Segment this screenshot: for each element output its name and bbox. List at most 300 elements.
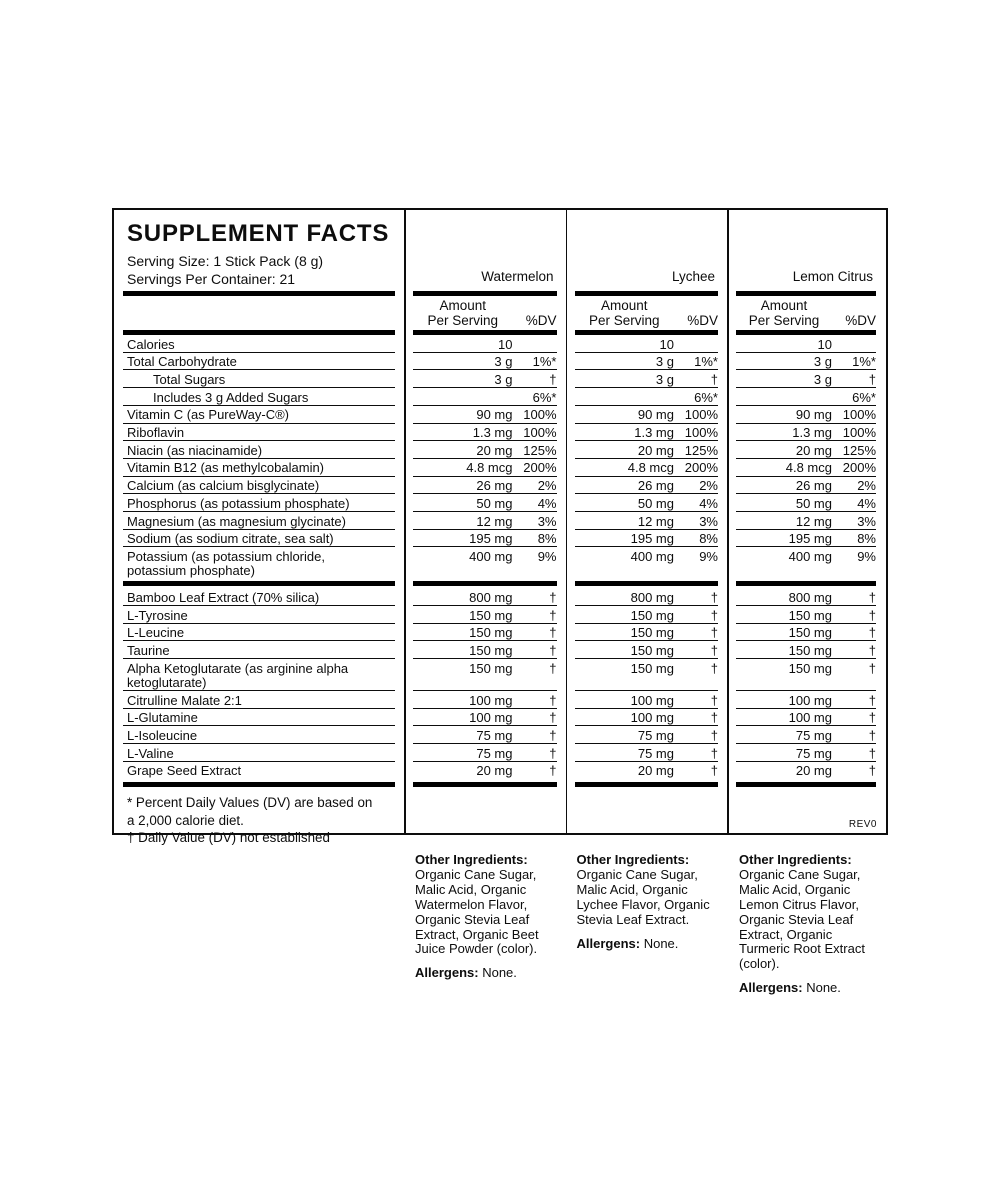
fact-row-value-cell: [727, 459, 885, 477]
blend-rows-section: [114, 588, 886, 779]
percent-dv: †: [549, 763, 557, 779]
percent-dv: †: [549, 625, 557, 641]
fact-row: [114, 494, 886, 512]
percent-dv: 2%: [857, 478, 876, 494]
allergens-line: [739, 981, 872, 996]
fact-row: [114, 335, 886, 353]
fact-row: [114, 477, 886, 495]
allergens-value: None.: [806, 980, 841, 996]
column-divider: [566, 210, 568, 833]
fact-row-label: Potassium (as potassium chloride, potassium phosphate): [127, 548, 325, 579]
percent-dv-header: %DV: [525, 313, 557, 328]
fact-row-label-cell: [114, 459, 404, 477]
percent-dv: †: [549, 710, 557, 726]
fact-row: [114, 353, 886, 371]
amount-per-serving: 150 mg: [469, 607, 513, 623]
fact-row-value-cell: [727, 709, 885, 727]
percent-dv: 100%: [842, 425, 876, 441]
fact-row: [114, 762, 886, 780]
percent-dv: 3%: [857, 513, 876, 529]
fact-row-label-cell: [114, 353, 404, 371]
supplement-facts-panel: [112, 208, 888, 846]
percent-dv: 9%: [857, 548, 876, 564]
facts-title-cell: [114, 210, 404, 290]
fact-row-label: Riboflavin: [127, 425, 185, 441]
amount-per-serving: 75 mg: [637, 745, 674, 761]
fact-row-label: Total Sugars: [153, 371, 226, 387]
percent-dv: 4%: [857, 495, 876, 511]
amount-per-serving: 150 mg: [469, 660, 513, 676]
fact-row-value-cell: [566, 606, 728, 624]
percent-dv: 9%: [699, 548, 718, 564]
amount-per-serving: 195 mg: [788, 531, 832, 547]
percent-dv: 4%: [537, 495, 557, 511]
fact-row-value-cell: [566, 335, 728, 353]
fact-row-label-cell: [114, 441, 404, 459]
amount-per-serving: 75 mg: [795, 727, 832, 743]
fact-row-value-cell: [727, 530, 885, 548]
serving-size: Serving Size: 1 Stick Pack (8 g): [127, 253, 324, 269]
fact-row-label: Includes 3 g Added Sugars: [153, 389, 309, 405]
footnote-dagger: † Daily Value (DV) not established: [127, 830, 330, 846]
fact-row: [114, 659, 886, 691]
fact-row: [114, 709, 886, 727]
amount-per-serving: 400 mg: [788, 548, 832, 564]
fact-row-value-cell: [727, 353, 885, 371]
amount-per-serving: 10: [817, 336, 832, 352]
amount-per-serving: 3 g: [655, 354, 674, 370]
allergens-label: Allergens:: [739, 980, 803, 996]
percent-dv: †: [868, 625, 876, 641]
fact-row-label: Vitamin C (as PureWay-C®): [127, 407, 289, 423]
fact-row: [114, 441, 886, 459]
fact-row-value-cell: [566, 530, 728, 548]
fact-row-value-cell: [566, 709, 728, 727]
fact-row-value-cell: [566, 744, 728, 762]
column-divider: [727, 210, 729, 833]
other-ingredients-body: Organic Cane Sugar, Malic Acid, Organic Watermelon Flavor, Organic Stevia Leaf Extract, Organic Beet Juice Powder (color).: [415, 866, 539, 957]
amount-per-serving: 1.3 mg: [792, 425, 832, 441]
fact-row: [114, 370, 886, 388]
percent-dv: †: [710, 607, 718, 623]
amount-per-serving: 20 mg: [476, 763, 513, 779]
amount-per-serving: 12 mg: [795, 513, 832, 529]
fact-row-label: Bamboo Leaf Extract (70% silica): [127, 589, 320, 605]
fact-row-value-cell: [727, 370, 885, 388]
fact-row-label: Total Carbohydrate: [127, 354, 237, 370]
amount-per-serving: 1.3 mg: [472, 425, 513, 441]
fact-row-value-cell: [404, 388, 566, 406]
amount-per-serving: 50 mg: [476, 495, 513, 511]
fact-row-value-cell: [727, 494, 885, 512]
amount-per-serving: 20 mg: [795, 763, 832, 779]
fact-row: [114, 530, 886, 548]
amount-per-serving: 75 mg: [476, 727, 513, 743]
fact-row-value-cell: [566, 726, 728, 744]
fact-row-label-cell: [114, 424, 404, 442]
fact-row-value-cell: [566, 370, 728, 388]
fact-row-value-cell: [404, 744, 566, 762]
section-divider-bar: [114, 779, 886, 789]
percent-dv: 200%: [842, 460, 876, 476]
column-divider: [404, 210, 406, 833]
fact-row-value-cell: [566, 494, 728, 512]
fact-row-label-cell: [114, 406, 404, 424]
percent-dv: 4%: [699, 495, 718, 511]
fact-row-label: Taurine: [127, 642, 170, 658]
percent-dv: 100%: [523, 425, 557, 441]
amount-per-serving: 1.3 mg: [634, 425, 674, 441]
fact-row-label: Calories: [127, 336, 175, 352]
fact-row-label: Citrulline Malate 2:1: [127, 692, 242, 708]
fact-row-value-cell: [404, 370, 566, 388]
amount-header: Amount: [600, 298, 648, 313]
fact-row-value-cell: [727, 726, 885, 744]
fact-row-value-cell: [727, 659, 885, 691]
percent-dv: †: [549, 589, 557, 605]
percent-dv: 100%: [684, 425, 718, 441]
fact-row-value-cell: [566, 641, 728, 659]
amount-header: Amount: [439, 298, 487, 313]
fact-row-value-cell: [727, 335, 885, 353]
fact-row: [114, 691, 886, 709]
percent-dv: †: [549, 642, 557, 658]
fact-row: [114, 388, 886, 406]
percent-dv: 100%: [523, 407, 557, 423]
footnote-percent-dv: * Percent Daily Values (DV) are based on a 2,000 calorie diet.: [127, 795, 373, 828]
percent-dv: †: [868, 607, 876, 623]
amount-per-serving: 4.8 mcg: [785, 460, 832, 476]
fact-row-value-cell: [404, 353, 566, 371]
percent-dv: †: [710, 589, 718, 605]
fact-row-label: Sodium (as sodium citrate, sea salt): [127, 531, 334, 547]
fact-row-label-cell: [114, 762, 404, 780]
fact-row-value-cell: [404, 709, 566, 727]
fact-row-label-cell: [114, 659, 404, 691]
fact-row-value-cell: [404, 335, 566, 353]
fact-row-label-cell: [114, 606, 404, 624]
fact-row-value-cell: [727, 424, 885, 442]
amount-per-serving: 90 mg: [476, 407, 513, 423]
amount-per-serving: 400 mg: [630, 548, 674, 564]
percent-dv: †: [710, 710, 718, 726]
amount-per-serving: 3 g: [494, 371, 513, 387]
percent-dv: †: [868, 763, 876, 779]
fact-row-label-cell: [114, 335, 404, 353]
per-serving-header: Per Serving: [748, 313, 820, 328]
allergens-line: [577, 937, 714, 952]
percent-dv: 200%: [523, 460, 557, 476]
percent-dv: 8%: [857, 531, 876, 547]
fact-row: [114, 588, 886, 606]
percent-dv-header: %DV: [687, 313, 718, 328]
fact-row: [114, 624, 886, 642]
amount-per-serving: 100 mg: [788, 710, 832, 726]
fact-row-label: L-Tyrosine: [127, 607, 188, 623]
fact-row-value-cell: [566, 691, 728, 709]
fact-row-value-cell: [566, 388, 728, 406]
footnote-row: [114, 789, 886, 847]
percent-dv: 8%: [537, 531, 557, 547]
amount-per-serving: 150 mg: [469, 642, 513, 658]
percent-dv: †: [710, 745, 718, 761]
fact-row-value-cell: [404, 659, 566, 691]
facts-header-row: [114, 210, 886, 290]
amount-per-serving: 150 mg: [788, 625, 832, 641]
fact-row: [114, 606, 886, 624]
percent-dv: 2%: [537, 478, 557, 494]
allergens-label: Allergens:: [415, 965, 479, 981]
allergens-value: None.: [643, 935, 679, 951]
fact-row-value-cell: [404, 726, 566, 744]
percent-dv: 125%: [523, 442, 557, 458]
percent-dv: 6%*: [532, 389, 557, 405]
allergens-label: Allergens:: [576, 935, 641, 951]
other-ingredients-heading: Other Ingredients:: [576, 852, 690, 867]
percent-dv: 1%*: [852, 354, 876, 370]
flavor-header-watermelon: Watermelon: [481, 269, 554, 284]
fact-row-value-cell: [566, 424, 728, 442]
amount-per-serving: 4.8 mcg: [627, 460, 674, 476]
percent-dv: †: [710, 642, 718, 658]
fact-row-value-cell: [404, 459, 566, 477]
amount-per-serving: 50 mg: [637, 495, 674, 511]
amount-per-serving: 800 mg: [630, 589, 674, 605]
other-ingredients-heading: Other Ingredients:: [415, 852, 528, 867]
fact-row-value-cell: [404, 624, 566, 642]
percent-dv: †: [549, 371, 557, 387]
percent-dv: †: [549, 727, 557, 743]
fact-row: [114, 547, 886, 578]
percent-dv: †: [710, 692, 718, 708]
fact-row-value-cell: [566, 588, 728, 606]
percent-dv: †: [868, 642, 876, 658]
percent-dv: †: [710, 371, 718, 387]
amount-per-serving: 20 mg: [795, 442, 832, 458]
fact-row-value-cell: [566, 406, 728, 424]
percent-dv: †: [868, 660, 876, 676]
amount-per-serving: 75 mg: [795, 745, 832, 761]
amount-per-serving: 3 g: [655, 371, 674, 387]
fact-row-label: Phosphorus (as potassium phosphate): [127, 495, 350, 511]
fact-row-value-cell: [404, 512, 566, 530]
fact-row-value-cell: [566, 762, 728, 780]
fact-row-label: L-Isoleucine: [127, 727, 198, 743]
amount-per-serving: 26 mg: [795, 478, 832, 494]
percent-dv: †: [549, 660, 557, 676]
other-ingredients-section: [112, 853, 888, 996]
percent-dv: 200%: [684, 460, 718, 476]
fact-row-label-cell: [114, 530, 404, 548]
fact-row-value-cell: [404, 641, 566, 659]
fact-row-value-cell: [404, 406, 566, 424]
percent-dv: †: [710, 625, 718, 641]
amount-per-serving: 20 mg: [637, 442, 674, 458]
fact-row-value-cell: [566, 353, 728, 371]
fact-row-label: L-Leucine: [127, 625, 185, 641]
fact-row-label-cell: [114, 370, 404, 388]
percent-dv: †: [868, 371, 876, 387]
percent-dv: †: [710, 660, 718, 676]
amount-per-serving: 12 mg: [637, 513, 674, 529]
fact-row-value-cell: [566, 659, 728, 691]
amount-per-serving: 90 mg: [795, 407, 832, 423]
fact-row-label-cell: [114, 388, 404, 406]
fact-row-label-cell: [114, 547, 404, 578]
fact-row-value-cell: [727, 641, 885, 659]
fact-row-value-cell: [727, 406, 885, 424]
rev-label: REV0: [848, 819, 877, 830]
fact-row-label: L-Glutamine: [127, 710, 198, 726]
fact-row-label-cell: [114, 691, 404, 709]
fact-row-value-cell: [566, 477, 728, 495]
amount-per-serving: 20 mg: [637, 763, 674, 779]
percent-dv: †: [868, 589, 876, 605]
percent-dv: †: [710, 727, 718, 743]
amount-per-serving: 50 mg: [795, 495, 832, 511]
percent-dv: 1%*: [694, 354, 718, 370]
percent-dv: †: [549, 745, 557, 761]
fact-row-value-cell: [566, 459, 728, 477]
percent-dv: 6%*: [852, 389, 876, 405]
fact-row-label: Calcium (as calcium bisglycinate): [127, 478, 320, 494]
fact-row-value-cell: [404, 547, 566, 578]
flavor-column-header-cell: [404, 210, 566, 290]
fact-row-value-cell: [404, 494, 566, 512]
amount-per-serving: 150 mg: [788, 660, 832, 676]
amount-per-serving: 150 mg: [788, 607, 832, 623]
amount-per-serving: 800 mg: [788, 589, 832, 605]
amount-per-serving: 150 mg: [630, 642, 674, 658]
fact-row-value-cell: [727, 762, 885, 780]
fact-row-label: Niacin (as niacinamide): [127, 442, 263, 458]
other-ingredients-watermelon: [404, 853, 566, 996]
percent-dv: †: [868, 727, 876, 743]
allergens-value: None.: [482, 965, 517, 981]
fact-row-label: Alpha Ketoglutarate (as arginine alpha ketoglutarate): [127, 660, 349, 690]
other-ingredients-lemon-citrus: [727, 853, 885, 996]
flavor-column-header-cell: [566, 210, 728, 290]
percent-dv: 1%*: [532, 354, 557, 370]
percent-dv: 100%: [842, 407, 876, 423]
per-serving-header: Per Serving: [588, 313, 660, 328]
amount-per-serving: 100 mg: [469, 692, 513, 708]
flavor-column-header-cell: [727, 210, 885, 290]
servings-per-container: Servings Per Container: 21: [127, 271, 296, 287]
flavor-header-lemon-citrus: Lemon Citrus: [792, 269, 873, 284]
fact-row-value-cell: [404, 424, 566, 442]
percent-dv: †: [868, 710, 876, 726]
fact-row-label-cell: [114, 477, 404, 495]
amount-per-serving: 4.8 mcg: [466, 460, 513, 476]
value-header-row: [114, 296, 886, 329]
amount-per-serving: 26 mg: [476, 478, 513, 494]
fact-row-value-cell: [566, 547, 728, 578]
fact-row-label-cell: [114, 726, 404, 744]
fact-row-label-cell: [114, 494, 404, 512]
percent-dv: †: [710, 763, 718, 779]
amount-per-serving: 90 mg: [637, 407, 674, 423]
amount-per-serving: 10: [498, 336, 513, 352]
fact-row-label-cell: [114, 641, 404, 659]
fact-row-value-cell: [727, 388, 885, 406]
percent-dv: 3%: [699, 513, 718, 529]
fact-row-label: Magnesium (as magnesium glycinate): [127, 513, 346, 529]
fact-row-value-cell: [566, 441, 728, 459]
percent-dv: 125%: [842, 442, 876, 458]
amount-per-serving: 12 mg: [476, 513, 513, 529]
fact-row-value-cell: [727, 477, 885, 495]
fact-row-value-cell: [727, 588, 885, 606]
fact-row-value-cell: [727, 441, 885, 459]
fact-row-value-cell: [404, 441, 566, 459]
fact-row-label-cell: [114, 624, 404, 642]
nutrient-rows-section: [114, 335, 886, 578]
amount-per-serving: 3 g: [494, 354, 513, 370]
amount-per-serving: 150 mg: [630, 607, 674, 623]
amount-per-serving: 100 mg: [788, 692, 832, 708]
fact-row-label: Grape Seed Extract: [127, 763, 242, 779]
fact-row-value-cell: [727, 624, 885, 642]
percent-dv: 2%: [699, 478, 718, 494]
amount-header: Amount: [760, 298, 808, 313]
amount-per-serving: 75 mg: [637, 727, 674, 743]
other-ingredients-body: Organic Cane Sugar, Malic Acid, Organic Lychee Flavor, Organic Stevia Leaf Extract.: [576, 866, 710, 927]
percent-dv: †: [868, 692, 876, 708]
percent-dv: 125%: [684, 442, 718, 458]
fact-row-value-cell: [404, 606, 566, 624]
other-ingredients-lychee: [566, 853, 728, 996]
fact-row: [114, 641, 886, 659]
fact-row-value-cell: [727, 512, 885, 530]
fact-row: [114, 406, 886, 424]
fact-row: [114, 424, 886, 442]
other-ingredients-body: Organic Cane Sugar, Malic Acid, Organic Lemon Citrus Flavor, Organic Stevia Leaf Extract, Organic Turmeric Root Extract (color).: [739, 866, 865, 972]
amount-per-serving: 800 mg: [469, 589, 513, 605]
amount-per-serving: 20 mg: [476, 442, 513, 458]
fact-row-label: L-Valine: [127, 745, 174, 761]
amount-per-serving: 26 mg: [637, 478, 674, 494]
fact-row-label-cell: [114, 512, 404, 530]
fact-row-value-cell: [727, 606, 885, 624]
fact-row-label-cell: [114, 744, 404, 762]
fact-row-label-cell: [114, 588, 404, 606]
percent-dv: 6%*: [694, 389, 718, 405]
per-serving-header: Per Serving: [427, 313, 499, 328]
fact-row-value-cell: [566, 624, 728, 642]
amount-per-serving: 195 mg: [469, 531, 513, 547]
fact-row-value-cell: [404, 588, 566, 606]
fact-row-value-cell: [404, 691, 566, 709]
fact-row: [114, 744, 886, 762]
amount-per-serving: 3 g: [813, 354, 832, 370]
fact-row-value-cell: [727, 547, 885, 578]
amount-per-serving: 150 mg: [469, 625, 513, 641]
section-divider-bar: [114, 578, 886, 588]
amount-per-serving: 100 mg: [630, 692, 674, 708]
percent-dv: 9%: [537, 548, 557, 564]
fact-row-value-cell: [727, 744, 885, 762]
fact-row-label: Vitamin B12 (as methylcobalamin): [127, 460, 325, 476]
amount-per-serving: 3 g: [813, 371, 832, 387]
amount-per-serving: 150 mg: [788, 642, 832, 658]
fact-row: [114, 512, 886, 530]
amount-per-serving: 75 mg: [476, 745, 513, 761]
fact-row-value-cell: [404, 530, 566, 548]
percent-dv: 3%: [537, 513, 557, 529]
amount-per-serving: 150 mg: [630, 625, 674, 641]
amount-per-serving: 100 mg: [630, 710, 674, 726]
